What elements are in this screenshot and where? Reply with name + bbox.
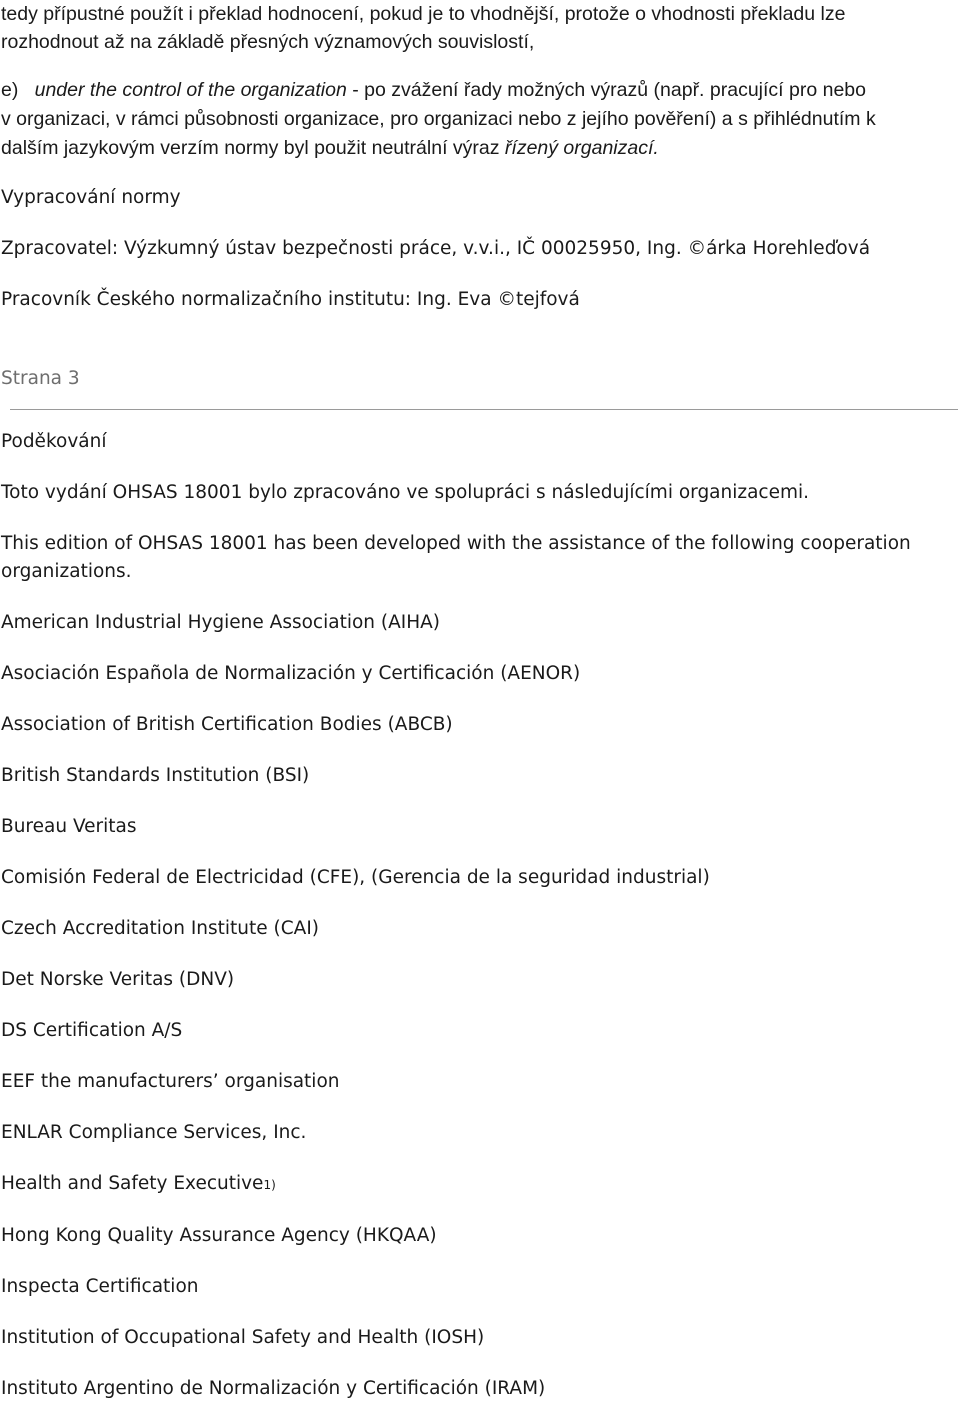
page-divider	[10, 409, 958, 410]
intro-line-2: rozhodnout až na základě přesných významových souvislostí,	[1, 31, 535, 53]
organization-item: British Standards Institution (BSI)	[1, 765, 310, 786]
acknowledgements-english-line-1: This edition of OHSAS 18001 has been developed with the assistance of the following cooperation	[1, 533, 911, 554]
organization-item: Institution of Occupational Safety and Health (IOSH)	[1, 1327, 485, 1348]
organization-item: Association of British Certification Bodies (ABCB)	[1, 714, 453, 735]
organization-item: Asociación Española de Normalización y Certificación (AENOR)	[1, 663, 581, 684]
organization-item: Czech Accreditation Institute (CAI)	[1, 918, 320, 939]
item-e-prefix: e)	[1, 79, 19, 101]
organization-item: Comisión Federal de Electricidad (CFE), (Gerencia de la seguridad industrial)	[1, 867, 710, 888]
organization-item: American Industrial Hygiene Association (AIHA)	[1, 612, 441, 633]
item-e-line-2: v organizaci, v rámci působnosti organizace, pro organizaci nebo z jejího pověření) a s přihlédnutím k	[1, 108, 876, 130]
item-e-line-3-start: dalším jazykovým verzím normy byl použit neutrální výraz	[1, 137, 505, 159]
item-e-line-1	[1, 76, 866, 104]
preparation-institute-worker: Pracovník Českého normalizačního institutu: Ing. Eva ©tejfová	[1, 289, 580, 310]
footnote-marker: 1)	[263, 1178, 276, 1192]
item-e-line-3-term: řízený organizací.	[504, 137, 659, 159]
intro-line-1: tedy přípustné použít i překlad hodnocení, pokud je to vhodnější, protože o vhodnosti překladu lze	[1, 3, 846, 25]
item-e-line-3	[1, 134, 659, 162]
organization-item: ENLAR Compliance Services, Inc.	[1, 1122, 307, 1143]
organization-item: EEF the manufacturers’ organisation	[1, 1071, 340, 1092]
organization-item: Bureau Veritas	[1, 816, 137, 837]
organization-item: Det Norske Veritas (DNV)	[1, 969, 235, 990]
acknowledgements-heading: Poděkování	[1, 431, 107, 452]
organization-item: Inspecta Certification	[1, 1276, 199, 1297]
item-e-term: under the control of the organization	[34, 79, 347, 101]
organization-item	[1, 1170, 276, 1199]
organization-item: Instituto Argentino de Normalización y Certificación (IRAM)	[1, 1378, 546, 1399]
item-e-line-1-rest: - po zvážení řady možných výrazů (např. pracující pro nebo	[346, 79, 866, 101]
acknowledgements-english-line-2: organizations.	[1, 561, 132, 582]
organization-item: Hong Kong Quality Assurance Agency (HKQAA)	[1, 1225, 437, 1246]
organization-name: Health and Safety Executive	[1, 1173, 264, 1194]
preparation-heading: Vypracování normy	[1, 187, 181, 208]
acknowledgements-czech-text: Toto vydání OHSAS 18001 bylo zpracováno ve spolupráci s následujícími organizacemi.	[1, 482, 810, 503]
preparation-processor: Zpracovatel: Výzkumný ústav bezpečnosti práce, v.v.i., IČ 00025950, Ing. ©árka Horehleďová	[1, 238, 871, 259]
organization-item: DS Certification A/S	[1, 1020, 183, 1041]
page-label: Strana 3	[1, 368, 80, 389]
